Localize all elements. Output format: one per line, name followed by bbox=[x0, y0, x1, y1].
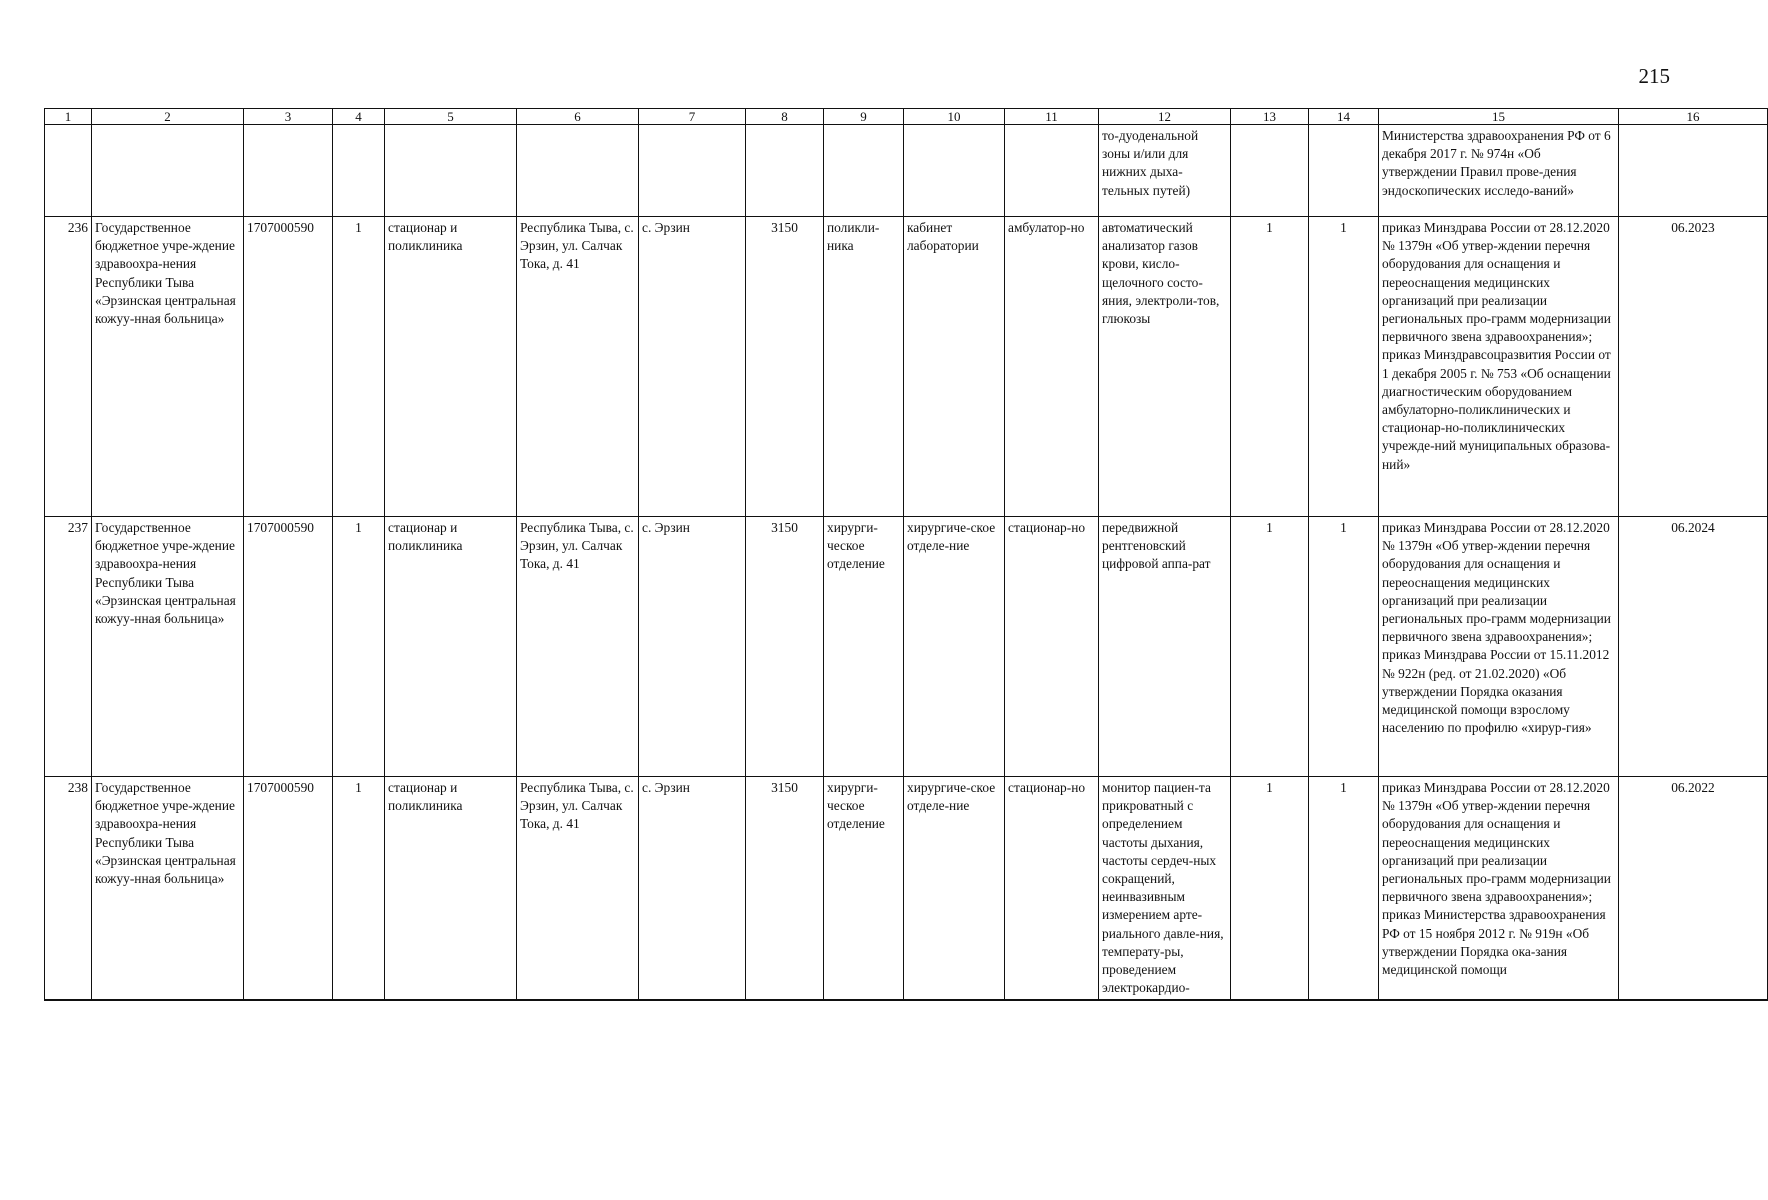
settlement-cell: с. Эрзин bbox=[639, 517, 746, 777]
column-number: 5 bbox=[385, 109, 517, 125]
column-number: 6 bbox=[517, 109, 639, 125]
legal-basis-cell: приказ Минздрава России от 28.12.2020 № 1379н «Об утвер-ждении перечня оборудования для оснащения и переоснащения медицинских организаций при реализации региональных про-грамм модернизации первичного звена здравоохранения»; приказ Министерства здравоохранения РФ от 15 ноября 2012 г. № 919н «Об утверждении Порядка ока-зания медицинской помощи bbox=[1379, 777, 1619, 1001]
facility-type-cell: стационар и поликлиника bbox=[385, 777, 517, 1001]
date-cell: 06.2023 bbox=[1619, 217, 1768, 517]
row-number-cell: 236 bbox=[45, 217, 92, 517]
address-cell: Республика Тыва, с. Эрзин, ул. Салчак Тока, д. 41 bbox=[517, 777, 639, 1001]
column-number: 11 bbox=[1005, 109, 1099, 125]
legal-basis-cell: приказ Минздрава России от 28.12.2020 № 1379н «Об утвер-ждении перечня оборудования для оснащения и переоснащения медицинских организаций при реализации региональных про-грамм модернизации первичного звена здравоохранения»; приказ Минздравсоцразвития России от 1 декабря 2005 г. № 753 «Об оснащении диагностическим оборудованием амбулаторно-поликлинических и стационар-но-поликлинических учрежде-ний муниципальных образова-ний» bbox=[1379, 217, 1619, 517]
inn-cell: 1707000590 bbox=[244, 517, 333, 777]
unit-cell: хирурги-ческое отделение bbox=[824, 777, 904, 1001]
department-cell: кабинет лаборатории bbox=[904, 217, 1005, 517]
table-row bbox=[45, 517, 1768, 777]
care-mode-cell: стационар-но bbox=[1005, 777, 1099, 1001]
unit-cell: хирурги-ческое отделение bbox=[824, 517, 904, 777]
inn-cell: 1707000590 bbox=[244, 777, 333, 1001]
settlement-cell: с. Эрзин bbox=[639, 217, 746, 517]
column-number: 12 bbox=[1099, 109, 1231, 125]
row-number-cell: 238 bbox=[45, 777, 92, 1001]
count-cell: 1 bbox=[333, 777, 385, 1001]
settlement-cell: с. Эрзин bbox=[639, 777, 746, 1001]
count-cell: 1 bbox=[333, 517, 385, 777]
facility-type-cell: стационар и поликлиника bbox=[385, 217, 517, 517]
care-mode-cell: стационар-но bbox=[1005, 517, 1099, 777]
page-number: 215 bbox=[1638, 64, 1670, 88]
column-number: 15 bbox=[1379, 109, 1619, 125]
row-number-cell: 237 bbox=[45, 517, 92, 777]
continuation-row bbox=[45, 125, 1768, 217]
facility-type-cell: стационар и поликлиника bbox=[385, 517, 517, 777]
equipment-table bbox=[44, 108, 1768, 1001]
column-number: 10 bbox=[904, 109, 1005, 125]
organization-cell: Государственное бюджетное учре-ждение здравоохра-нения Республики Тыва «Эрзинская центральная кожуу-нная больница» bbox=[92, 517, 244, 777]
column-number: 13 bbox=[1231, 109, 1309, 125]
table-row bbox=[45, 217, 1768, 517]
address-cell: Республика Тыва, с. Эрзин, ул. Салчак Тока, д. 41 bbox=[517, 217, 639, 517]
column-number: 3 bbox=[244, 109, 333, 125]
organization-cell: Государственное бюджетное учре-ждение здравоохра-нения Республики Тыва «Эрзинская центральная кожуу-нная больница» bbox=[92, 217, 244, 517]
column-number: 9 bbox=[824, 109, 904, 125]
column-number: 7 bbox=[639, 109, 746, 125]
quantity-cell: 1 bbox=[1309, 777, 1379, 1001]
quantity-cell: 1 bbox=[1231, 777, 1309, 1001]
column-number: 2 bbox=[92, 109, 244, 125]
column-number: 16 bbox=[1619, 109, 1768, 125]
equipment-name-cell: автоматический анализатор газов крови, кисло-щелочного состо-яния, электроли-тов, глюкозы bbox=[1099, 217, 1231, 517]
legal-basis-cell: Министерства здравоохранения РФ от 6 декабря 2017 г. № 974н «Об утверждении Правил прове-дения эндоскопических исследо-ваний» bbox=[1379, 125, 1619, 217]
equipment-name-cell: монитор пациен-та прикроватный с определением частоты дыхания, частоты сердеч-ных сокращений, неинвазивным измерением арте-риального давле-ния, температу-ры, проведением электрокардио- bbox=[1099, 777, 1231, 1001]
column-number: 8 bbox=[746, 109, 824, 125]
quantity-cell: 1 bbox=[1309, 517, 1379, 777]
equipment-name-cell: то-дуоденальной зоны и/или для нижних дыха-тельных путей) bbox=[1099, 125, 1231, 217]
table-row bbox=[45, 777, 1768, 1001]
equipment-name-cell: передвижной рентгеновский цифровой аппа-рат bbox=[1099, 517, 1231, 777]
unit-cell: поликли-ника bbox=[824, 217, 904, 517]
column-number: 4 bbox=[333, 109, 385, 125]
department-cell: хирургиче-ское отделе-ние bbox=[904, 517, 1005, 777]
quantity-cell: 1 bbox=[1231, 217, 1309, 517]
legal-basis-cell: приказ Минздрава России от 28.12.2020 № 1379н «Об утвер-ждении перечня оборудования для оснащения и переоснащения медицинских организаций при реализации региональных про-грамм модернизации первичного звена здравоохранения»; приказ Минздрава России от 15.11.2012 № 922н (ред. от 21.02.2020) «Об утверждении Порядка оказания медицинской помощи взрослому населению по профилю «хирур-гия» bbox=[1379, 517, 1619, 777]
population-cell: 3150 bbox=[746, 517, 824, 777]
column-number: 1 bbox=[45, 109, 92, 125]
quantity-cell: 1 bbox=[1231, 517, 1309, 777]
organization-cell: Государственное бюджетное учре-ждение здравоохра-нения Республики Тыва «Эрзинская центральная кожуу-нная больница» bbox=[92, 777, 244, 1001]
population-cell: 3150 bbox=[746, 777, 824, 1001]
column-number: 14 bbox=[1309, 109, 1379, 125]
date-cell: 06.2022 bbox=[1619, 777, 1768, 1001]
address-cell: Республика Тыва, с. Эрзин, ул. Салчак Тока, д. 41 bbox=[517, 517, 639, 777]
care-mode-cell: амбулатор-но bbox=[1005, 217, 1099, 517]
column-number-row bbox=[45, 109, 1768, 125]
inn-cell: 1707000590 bbox=[244, 217, 333, 517]
date-cell: 06.2024 bbox=[1619, 517, 1768, 777]
count-cell: 1 bbox=[333, 217, 385, 517]
department-cell: хирургиче-ское отделе-ние bbox=[904, 777, 1005, 1001]
quantity-cell: 1 bbox=[1309, 217, 1379, 517]
population-cell: 3150 bbox=[746, 217, 824, 517]
